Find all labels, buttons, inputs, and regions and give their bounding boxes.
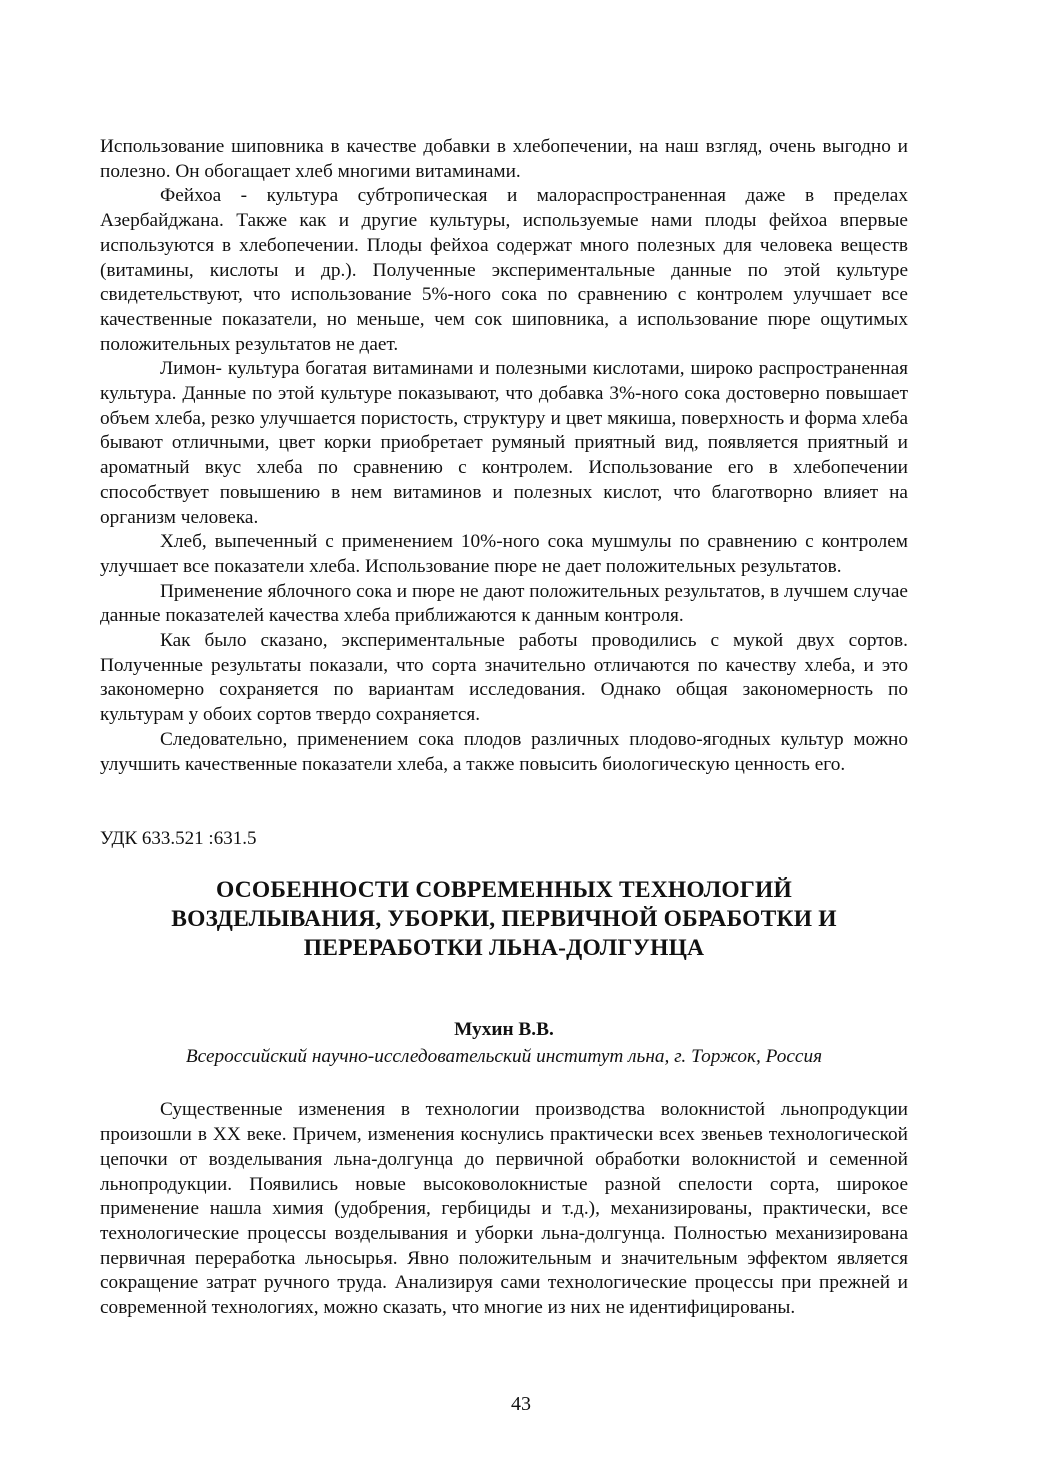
author-affiliation: Всероссийский научно-исследовательский институт льна, г. Торжок, Россия [185, 1045, 823, 1067]
article-body-paragraph: Существенные изменения в технологии производства волокнистой льнопродукции произошли в XX веке. Причем, изменения коснулись практически всех звеньев технологической цепочки от возделывания льна-долгунца до первичной обработки волокнистой и семенной льнопродукции. Появились новые высоковолокнистые разной спелости сорта, широкое применение нашла химия (удобрения, гербициды и т.д.), механизированы, практически, все технологические процессы возделывания и уборки льна-долгунца. Полностью механизирована первичная переработка льносырья. Явно положительным и значительным эффектом является сокращение затрат ручного труда. Анализируя сами технологические процессы при прежней и современной технологиях, можно сказать, что многие из них не идентифицированы. [100, 1099, 908, 1319]
article-title-line: ВОЗДЕЛЫВАНИЯ, УБОРКИ, ПЕРВИЧНОЙ ОБРАБОТКИ И [171, 905, 837, 932]
text-paragraph-medlar: Хлеб, выпеченный с применением 10%-ного сока мушмулы по сравнению с контролем улучшает все показатели хлеба. Использование пюре не дает положительных результатов. [100, 531, 908, 577]
text-paragraph-rosehip: Использование шиповника в качестве добавки в хлебопечении, на наш взгляд, очень выгодно и полезно. Он обогащает хлеб многими витаминами. [100, 136, 908, 182]
article-title-line: ПЕРЕРАБОТКИ ЛЬНА-ДОЛГУНЦА [303, 934, 705, 961]
spacer [100, 1069, 908, 1098]
udk-code: УДК 633.521 :631.5 [100, 828, 257, 850]
text-paragraph-feijoa: Фейхоа - культура субтропическая и малораспространенная даже в пределах Азербайджана. Также как и другие культуры, используемые нами плоды фейхоа впервые используются в хлебопечении. Плоды фейхоа содержат много полезных для человека веществ (витамины, кислоты и др.). Полученные экспериментальные данные по этой культуре свидетельствуют, что использование 5%-ного сока по сравнению с контролем улучшает все качественные показатели, но меньше, чем сок шиповника, а использование пюре ощутимых положительных результатов не дает. [100, 185, 908, 355]
article-title-line: ОСОБЕННОСТИ СОВРЕМЕННЫХ ТЕХНОЛОГИЙ [215, 876, 793, 903]
text-paragraph-apple: Применение яблочного сока и пюре не дают положительных результатов, в лучшем случае данные показателей качества хлеба приближаются к данным контроля. [100, 580, 908, 627]
page-content [100, 135, 908, 1321]
article-author: Мухин В.В. [454, 1018, 554, 1040]
text-paragraph-conclusion: Следовательно, применением сока плодов различных плодово-ягодных культур можно улучшить качественные показатели хлеба, а также повысить биологическую ценность его. [100, 728, 908, 775]
text-paragraph-lemon: Лимон- культура богатая витаминами и полезными кислотами, широко распространенная культура. Данные по этой культуре показывают, что добавка 3%-ного сока достоверно повышает объем хлеба, резко улучшается пористость, структуру и цвет мякиша, поверхность и форма хлеба бывают отличными, цвет корки приобретает румяный приятный вид, появляется приятный и ароматный вкус хлеба по сравнению с контролем. Использование его в хлебопечении способствует повышению в нем витаминов и полезных кислот, что благотворно влияет на организм человека. [100, 358, 908, 528]
page-number: 43 [511, 1393, 531, 1415]
article-title [100, 876, 908, 963]
text-paragraph-flour-varieties: Как было сказано, экспериментальные работы проводились с мукой двух сортов. Полученные результаты показали, что сорта значительно отличаются по качеству хлеба, и это закономерно сохраняется по вариантам исследования. Однако общая закономерность по культурам у обоих сортов твердо сохраняется. [100, 630, 908, 726]
